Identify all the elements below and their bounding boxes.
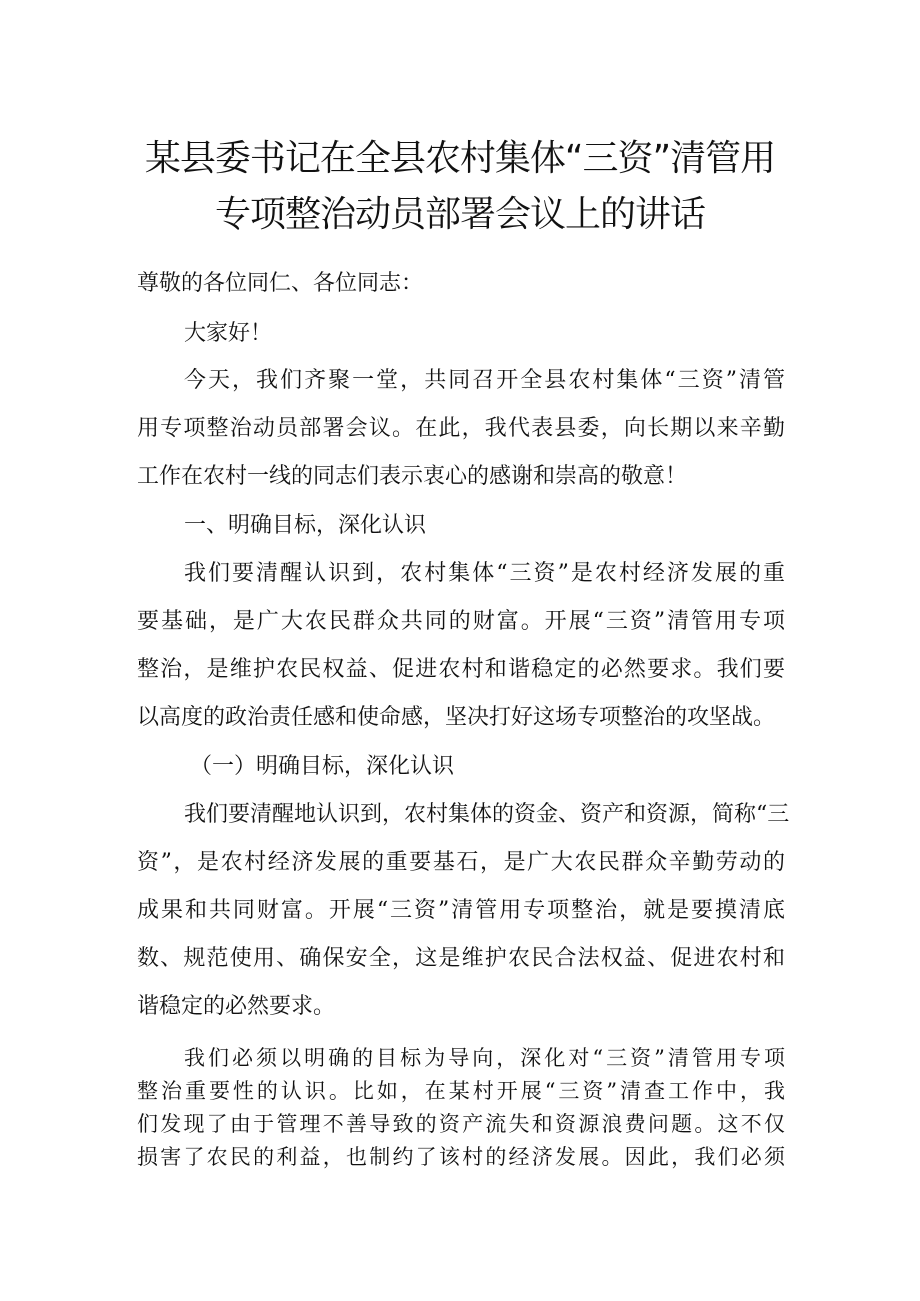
intro-line: 工作在农村一线的同志们表示衷心的感谢和崇高的敬意！ xyxy=(137,464,688,489)
subsection1-line: 数、规范使用、确保安全，这是维护农民合法权益、促进农村和 xyxy=(137,946,785,971)
section1-line: 我们要清醒认识到，农村集体“三资”是农村经济发展的重 xyxy=(184,561,785,586)
subsection1-line: 我们要清醒地认识到，农村集体的资金、资产和资源，简称“三 xyxy=(184,802,790,827)
subsection1-line: 谐稳定的必然要求。 xyxy=(137,994,336,1019)
greeting: 大家好！ xyxy=(184,321,273,346)
subsection1-line: 资”，是农村经济发展的重要基石，是广大农民群众辛勤劳动的 xyxy=(137,850,785,875)
salutation: 尊敬的各位同仁、各位同志： xyxy=(137,271,424,296)
document-title-line-1: 某县委书记在全县农村集体“三资”清管用 xyxy=(144,138,776,179)
subsection-heading: （一）明确目标，深化认识 xyxy=(190,754,455,779)
paragraph-line: 损害了农民的利益，也制约了该村的经济发展。因此，我们必须 xyxy=(137,1145,785,1169)
paragraph-line: 整治重要性的认识。比如，在某村开展“三资”清查工作中，我 xyxy=(137,1079,785,1103)
intro-line: 今天，我们齐聚一堂，共同召开全县农村集体“三资”清管 xyxy=(184,368,785,393)
section-heading: 一、明确目标，深化认识 xyxy=(184,513,427,538)
paragraph-line: 们发现了由于管理不善导致的资产流失和资源浪费问题。这不仅 xyxy=(137,1112,785,1136)
section1-line: 以高度的政治责任感和使命感，坚决打好这场专项整治的攻坚战。 xyxy=(137,705,776,730)
document-title-line-2: 专项整治动员部署会议上的讲话 xyxy=(214,194,705,235)
intro-line: 用专项整治动员部署会议。在此，我代表县委，向长期以来辛勤 xyxy=(137,416,785,441)
subsection1-line: 成果和共同财富。开展“三资”清管用专项整治，就是要摸清底 xyxy=(137,898,785,923)
paragraph-line: 我们必须以明确的目标为导向，深化对“三资”清管用专项 xyxy=(184,1046,785,1070)
section1-line: 整治，是维护农民权益、促进农村和谐稳定的必然要求。我们要 xyxy=(137,657,785,682)
section1-line: 要基础，是广大农民群众共同的财富。开展“三资”清管用专项 xyxy=(137,609,785,634)
